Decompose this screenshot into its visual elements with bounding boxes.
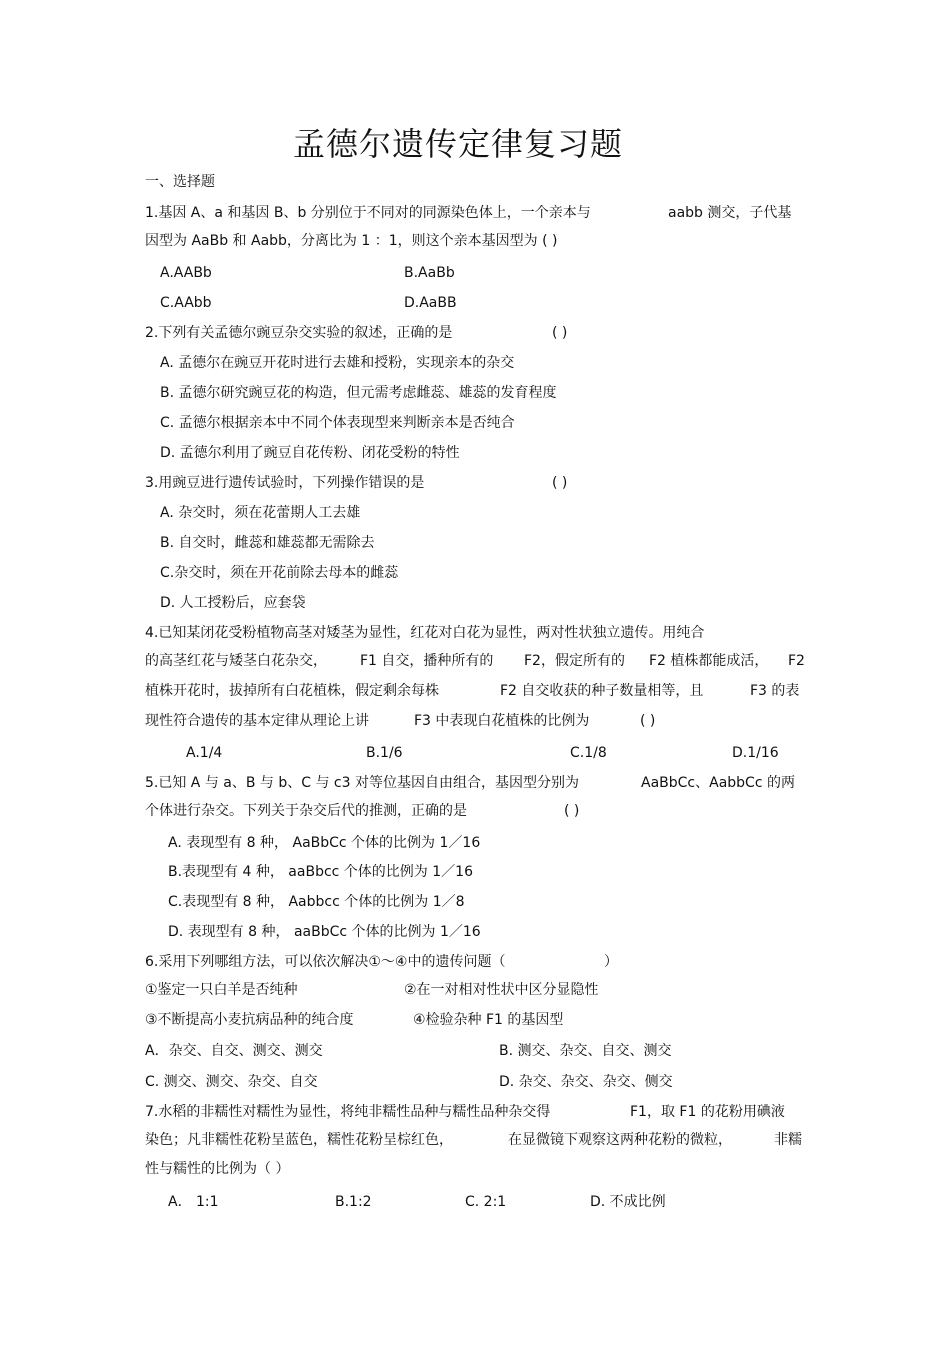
q4-answer-paren: ( ): [640, 713, 656, 729]
q4-option-c: C.1/8: [570, 745, 607, 761]
q6-item-4: ④检验杂种 F1 的基因型: [413, 1012, 564, 1028]
q4-option-d: D.1/16: [732, 745, 779, 761]
q3-option-b: B. 自交时，雌蕊和雄蕊都无需除去: [160, 535, 375, 551]
q1-stem-line1a: 1.基因 A、a 和基因 B、b 分别位于不同对的同源染色体上，一个亲本与: [145, 205, 591, 221]
q7-stem-line1b: F1，取 F1 的花粉用碘液: [630, 1104, 785, 1120]
q6-option-d: D. 杂交、杂交、杂交、侧交: [499, 1074, 673, 1090]
q1-stem-line2: 因型为 AaBb 和 Aabb，分离比为 1 ：1，则这个亲本基因型为 ( ): [145, 233, 558, 249]
q5-option-d: D. 表现型有 8 种， aaBbCc 个体的比例为 1／16: [168, 924, 481, 940]
q5-stem-line1b: AaBbCc、AabbCc 的两: [641, 775, 795, 791]
q3-option-d: D. 人工授粉后，应套袋: [160, 595, 306, 611]
q5-option-c: C.表现型有 8 种， Aabbcc 个体的比例为 1／8: [168, 894, 465, 910]
q7-option-b: B.1:2: [335, 1194, 372, 1210]
q3-option-c: C.杂交时，须在开花前除去母本的雌蕊: [160, 565, 399, 581]
q4-stem-line2e: F2: [788, 653, 805, 669]
q6-option-a: A．杂交、自交、测交、测交: [145, 1043, 323, 1059]
q6-stem-close: ）: [604, 954, 618, 970]
q6-option-c: C. 测交、测交、杂交、自交: [145, 1074, 318, 1090]
q2-option-a: A. 孟德尔在豌豆开花时进行去雄和授粉，实现亲本的杂交: [160, 355, 515, 371]
q4-stem-line3b: F2 自交收获的种子数量相等，且: [500, 683, 704, 699]
q7-option-a: A． 1:1: [168, 1194, 219, 1210]
q4-stem-line2b: F1 自交，播种所有的: [360, 653, 494, 669]
q3-answer-paren: ( ): [552, 475, 568, 491]
q4-stem-line2c: F2，假定所有的: [524, 653, 625, 669]
q4-option-a: A.1/4: [186, 745, 223, 761]
q1-stem-line1b: aabb 测交，子代基: [668, 205, 792, 221]
q2-stem: 2.下列有关孟德尔豌豆杂交实验的叙述，正确的是: [145, 325, 453, 341]
q5-stem-line2: 个体进行杂交。下列关于杂交后代的推测，正确的是: [145, 803, 467, 819]
q5-option-b: B.表现型有 4 种， aaBbcc 个体的比例为 1／16: [168, 864, 473, 880]
q1-option-d: D.AaBB: [404, 295, 457, 311]
q6-option-b: B. 测交、杂交、自交、测交: [499, 1043, 672, 1059]
section-heading: 一、选择题: [145, 174, 215, 190]
q2-option-d: D. 孟德尔利用了豌豆自花传粉、闭花受粉的特性: [160, 445, 460, 461]
q4-stem-line1: 4.已知某闭花受粉植物高茎对矮茎为显性，红花对白花为显性，两对性状独立遗传。用纯合: [145, 625, 705, 641]
q2-answer-paren: ( ): [552, 325, 568, 341]
q7-stem-line2a: 染色；凡非糯性花粉呈蓝色，糯性花粉呈棕红色，: [145, 1132, 453, 1148]
q1-option-c: C.AAbb: [160, 295, 212, 311]
q3-option-a: A. 杂交时，须在花蕾期人工去雄: [160, 505, 361, 521]
q5-stem-line1a: 5.已知 A 与 a、B 与 b、C 与 c3 对等位基因自由组合，基因型分别为: [145, 775, 579, 791]
q4-stem-line3c: F3 的表: [750, 683, 800, 699]
q1-option-b: B.AaBb: [404, 265, 455, 281]
q4-stem-line2d: F2 植株都能成活，: [649, 653, 769, 669]
q4-stem-line4a: 现性符合遗传的基本定律从理论上讲: [145, 713, 369, 729]
q7-option-d: D. 不成比例: [590, 1194, 666, 1210]
q4-stem-line3a: 植株开花时，拔掉所有白花植株，假定剩余每株: [145, 683, 439, 699]
q7-stem-line1a: 7.水稻的非糯性对糯性为显性，将纯非糯性品种与糯性品种杂交得: [145, 1104, 551, 1120]
page-title: 孟德尔遗传定律复习题: [292, 125, 623, 163]
q4-stem-line2a: 的高茎红花与矮茎白花杂交，: [145, 653, 327, 669]
q7-stem-line2c: 非糯: [774, 1132, 802, 1148]
q7-stem-line3: 性与糯性的比例为（ ）: [145, 1161, 290, 1177]
q4-stem-line4b: F3 中表现白花植株的比例为: [414, 713, 590, 729]
q6-stem: 6.采用下列哪组方法，可以依次解决①～④中的遗传问题（: [145, 954, 506, 970]
q6-item-3: ③不断提高小麦抗病品种的纯合度: [145, 1012, 354, 1028]
q2-option-c: C. 孟德尔根据亲本中不同个体表现型来判断亲本是否纯合: [160, 415, 515, 431]
q4-option-b: B.1/6: [366, 745, 403, 761]
q5-answer-paren: ( ): [564, 803, 580, 819]
q6-item-1: ①鉴定一只白羊是否纯种: [145, 982, 298, 998]
q3-stem: 3.用豌豆进行遗传试验时，下列操作错误的是: [145, 475, 425, 491]
q1-option-a: A.AABb: [160, 265, 212, 281]
q2-option-b: B. 孟德尔研究豌豆花的构造，但元需考虑雌蕊、雄蕊的发育程度: [160, 385, 557, 401]
q7-stem-line2b: 在显微镜下观察这两种花粉的微粒，: [508, 1132, 732, 1148]
q7-option-c: C. 2:1: [465, 1194, 507, 1210]
q5-option-a: A. 表现型有 8 种， AaBbCc 个体的比例为 1／16: [168, 835, 481, 851]
q6-item-2: ②在一对相对性状中区分显隐性: [404, 982, 599, 998]
